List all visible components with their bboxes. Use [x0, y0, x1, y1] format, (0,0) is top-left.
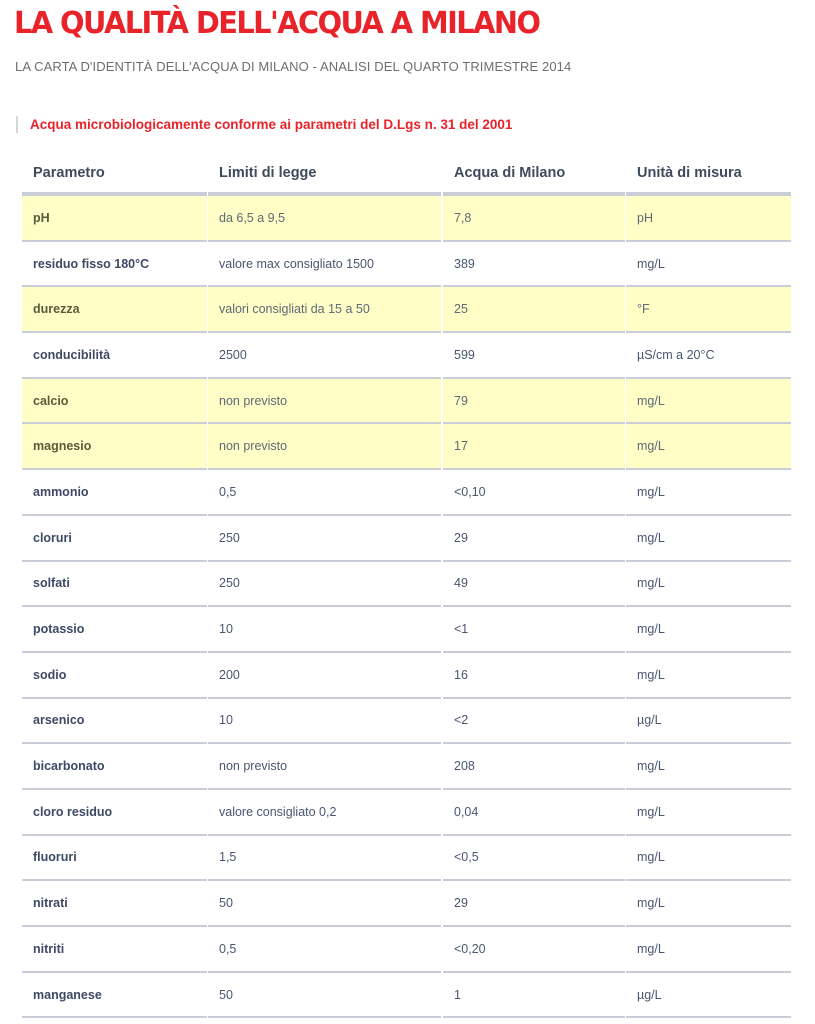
cell-limiti: non previsto	[208, 379, 441, 425]
table-row	[22, 562, 791, 608]
table-row	[22, 379, 791, 425]
cell-unita: mg/L	[626, 424, 791, 470]
cell-limiti: 10	[208, 607, 441, 653]
table-row	[22, 836, 791, 882]
cell-unita: µg/L	[626, 699, 791, 745]
cell-unita: mg/L	[626, 607, 791, 653]
cell-unita: mg/L	[626, 562, 791, 608]
cell-limiti: 0,5	[208, 470, 441, 516]
cell-unita: mg/L	[626, 470, 791, 516]
cell-parametro: potassio	[22, 607, 207, 653]
cell-unita: mg/L	[626, 653, 791, 699]
cell-parametro: durezza	[22, 287, 207, 333]
table-row	[22, 333, 791, 379]
cell-acqua-di-milano: 79	[443, 379, 625, 425]
table-row	[22, 287, 791, 333]
cell-acqua-di-milano: 29	[443, 881, 625, 927]
cell-parametro: arsenico	[22, 699, 207, 745]
cell-acqua-di-milano: 7,8	[443, 196, 625, 242]
cell-acqua-di-milano: 599	[443, 333, 625, 379]
cell-acqua-di-milano: <0,10	[443, 470, 625, 516]
table-row	[22, 424, 791, 470]
cell-limiti: 50	[208, 881, 441, 927]
cell-limiti: 250	[208, 562, 441, 608]
cell-unita: °F	[626, 287, 791, 333]
cell-acqua-di-milano: <0,5	[443, 836, 625, 882]
cell-parametro: ammonio	[22, 470, 207, 516]
cell-parametro: cloruri	[22, 516, 207, 562]
cell-limiti: 10	[208, 699, 441, 745]
cell-limiti: valore consigliato 0,2	[208, 790, 441, 836]
table-row	[22, 516, 791, 562]
header-acqua-di-milano: Acqua di Milano	[443, 150, 625, 196]
cell-parametro: calcio	[22, 379, 207, 425]
cell-acqua-di-milano: <2	[443, 699, 625, 745]
cell-limiti: non previsto	[208, 744, 441, 790]
cell-limiti: 50	[208, 973, 441, 1019]
cell-parametro: nitriti	[22, 927, 207, 973]
table-row	[22, 744, 791, 790]
table-row	[22, 470, 791, 516]
page-subtitle: LA CARTA D'IDENTITÀ DELL'ACQUA DI MILANO - ANALISI DEL QUARTO TRIMESTRE 2014	[15, 59, 572, 74]
cell-unita: mg/L	[626, 242, 791, 288]
table-row	[22, 653, 791, 699]
cell-limiti: valore max consigliato 1500	[208, 242, 441, 288]
cell-limiti: valori consigliati da 15 a 50	[208, 287, 441, 333]
cell-parametro: cloro residuo	[22, 790, 207, 836]
cell-acqua-di-milano: 49	[443, 562, 625, 608]
cell-parametro: solfati	[22, 562, 207, 608]
table-row	[22, 881, 791, 927]
cell-unita: pH	[626, 196, 791, 242]
cell-parametro: fluoruri	[22, 836, 207, 882]
cell-limiti: non previsto	[208, 424, 441, 470]
cell-acqua-di-milano: <1	[443, 607, 625, 653]
page-title: LA QUALITÀ DELL'ACQUA A MILANO	[14, 6, 540, 41]
table-header-row	[22, 150, 791, 196]
cell-acqua-di-milano: 16	[443, 653, 625, 699]
table-row	[22, 699, 791, 745]
cell-limiti: 2500	[208, 333, 441, 379]
cell-acqua-di-milano: 389	[443, 242, 625, 288]
cell-unita: mg/L	[626, 927, 791, 973]
cell-unita: mg/L	[626, 744, 791, 790]
cell-parametro: pH	[22, 196, 207, 242]
cell-limiti: 1,5	[208, 836, 441, 882]
table-row	[22, 607, 791, 653]
cell-acqua-di-milano: <0,20	[443, 927, 625, 973]
header-unita-di-misura: Unità di misura	[626, 150, 791, 196]
cell-acqua-di-milano: 25	[443, 287, 625, 333]
water-quality-table	[22, 150, 791, 1018]
cell-unita: mg/L	[626, 881, 791, 927]
cell-parametro: manganese	[22, 973, 207, 1019]
cell-limiti: 200	[208, 653, 441, 699]
table-row	[22, 927, 791, 973]
table-body	[22, 196, 791, 1018]
cell-unita: mg/L	[626, 516, 791, 562]
cell-parametro: magnesio	[22, 424, 207, 470]
cell-unita: mg/L	[626, 836, 791, 882]
cell-unita: mg/L	[626, 790, 791, 836]
cell-acqua-di-milano: 0,04	[443, 790, 625, 836]
cell-parametro: nitrati	[22, 881, 207, 927]
table-row	[22, 790, 791, 836]
table-row	[22, 196, 791, 242]
compliance-note: Acqua microbiologicamente conforme ai parametri del D.Lgs n. 31 del 2001	[16, 116, 512, 133]
cell-parametro: sodio	[22, 653, 207, 699]
cell-parametro: bicarbonato	[22, 744, 207, 790]
cell-limiti: da 6,5 a 9,5	[208, 196, 441, 242]
header-limiti-di-legge: Limiti di legge	[208, 150, 441, 196]
cell-parametro: residuo fisso 180°C	[22, 242, 207, 288]
cell-limiti: 250	[208, 516, 441, 562]
cell-unita: µS/cm a 20°C	[626, 333, 791, 379]
table-row	[22, 973, 791, 1019]
cell-unita: mg/L	[626, 379, 791, 425]
cell-acqua-di-milano: 17	[443, 424, 625, 470]
cell-acqua-di-milano: 29	[443, 516, 625, 562]
header-parametro: Parametro	[22, 150, 207, 196]
cell-unita: µg/L	[626, 973, 791, 1019]
cell-limiti: 0,5	[208, 927, 441, 973]
cell-parametro: conducibilità	[22, 333, 207, 379]
cell-acqua-di-milano: 208	[443, 744, 625, 790]
cell-acqua-di-milano: 1	[443, 973, 625, 1019]
table-row	[22, 242, 791, 288]
